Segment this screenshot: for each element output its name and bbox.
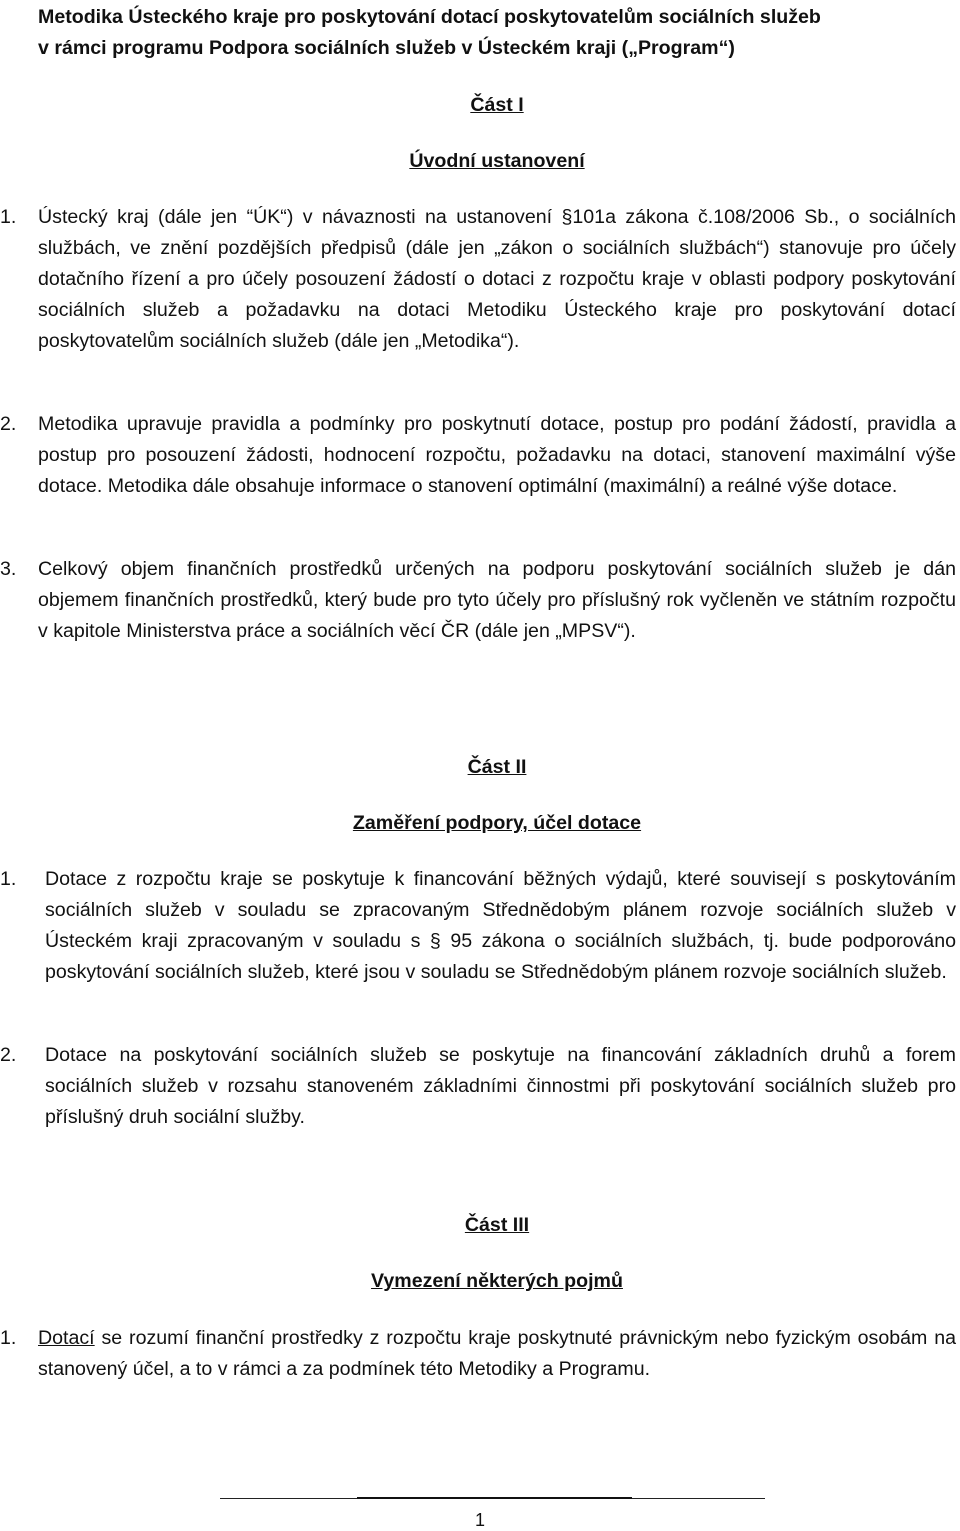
footer-divider-accent	[357, 1497, 632, 1499]
part-1-heading: Část I	[470, 94, 524, 116]
part-3-heading: Část III	[464, 1214, 530, 1236]
title-line-2: v rámci programu Podpora sociálních služeb v Ústeckém kraji („Program“)	[38, 37, 735, 59]
item-number: 2.	[0, 1044, 17, 1066]
part-3-subheading: Vymezení některých pojmů	[371, 1270, 623, 1292]
item-text: Dotace z rozpočtu kraje se poskytuje k financování běžných výdajů, které souvisejí s poskytováním sociálních služeb v souladu se zpracovaným Střednědobým plánem rozvoje sociálních služeb v Ústeckém kraji zpracovaným v souladu s § 95 zákona o sociálních službách, tj. bude podporováno poskytování sociálních služeb, které jsou v souladu se Střednědobým plánem rozvoje sociálních služeb.	[45, 868, 956, 983]
part-1-subheading: Úvodní ustanovení	[409, 150, 585, 172]
item-number: 1.	[0, 868, 17, 890]
item-text: Metodika upravuje pravidla a podmínky pro poskytnutí dotace, postup pro podání žádostí, pravidla a postup pro posouzení žádosti, hodnocení rozpočtu, požadavku na dotaci, stanovení maximální výše dotace. Metodika dále obsahuje informace o stanovení optimální (maximální) a reálné výše dotace.	[38, 413, 956, 497]
part-1-item-2	[0, 409, 956, 502]
part-2-subheading: Zaměření podpory, účel dotace	[352, 812, 642, 834]
item-text: Ústecký kraj (dále jen “ÚK“) v návaznosti na ustanovení §101a zákona č.108/2006 Sb., o sociálních službách, ve znění pozdějších předpisů (dále jen „zákon o sociálních službách“) stanovuje pro účely dotačního řízení a pro účely posouzení žádostí o dotaci z rozpočtu kraje v oblasti podpory poskytování sociálních služeb a požadavku na dotaci Metodiku Ústeckého kraje pro poskytování dotací poskytovatelům sociálních služeb (dále jen „Metodika“).	[38, 206, 956, 352]
page-number: 1	[474, 1510, 485, 1530]
part-2-item-2	[0, 1040, 956, 1133]
item-text: Celkový objem finančních prostředků určených na podporu poskytování sociálních služeb je dán objemem finančních prostředků, který bude pro tyto účely pro příslušný rok vyčleněn ve státním rozpočtu v kapitole Ministerstva práce a sociálních věcí ČR (dále jen „MPSV“).	[38, 558, 956, 642]
item-number: 3.	[0, 558, 17, 580]
item-number: 2.	[0, 413, 17, 435]
title-line-1: Metodika Ústeckého kraje pro poskytování dotací poskytovatelům sociálních služeb	[38, 6, 821, 28]
item-number: 1.	[0, 206, 17, 228]
part-1-item-1	[0, 202, 956, 357]
part-1-item-3	[0, 554, 956, 647]
part-2-item-1	[0, 864, 956, 988]
item-text: Dotace na poskytování sociálních služeb se poskytuje na financování základních druhů a forem sociálních služeb v rozsahu stanoveném základními činnostmi při poskytování sociálních služeb pro příslušný druh sociální služby.	[45, 1044, 956, 1128]
part-3-item-1	[0, 1323, 956, 1385]
defined-term: Dotací	[38, 1327, 95, 1349]
item-number: 1.	[0, 1327, 17, 1349]
document-title	[38, 2, 956, 64]
item-text: se rozumí finanční prostředky z rozpočtu kraje poskytnuté právnickým nebo fyzickým osobám na stanovený účel, a to v rámci a za podmínek této Metodiky a Programu.	[38, 1327, 956, 1380]
part-2-heading: Část II	[467, 756, 527, 778]
